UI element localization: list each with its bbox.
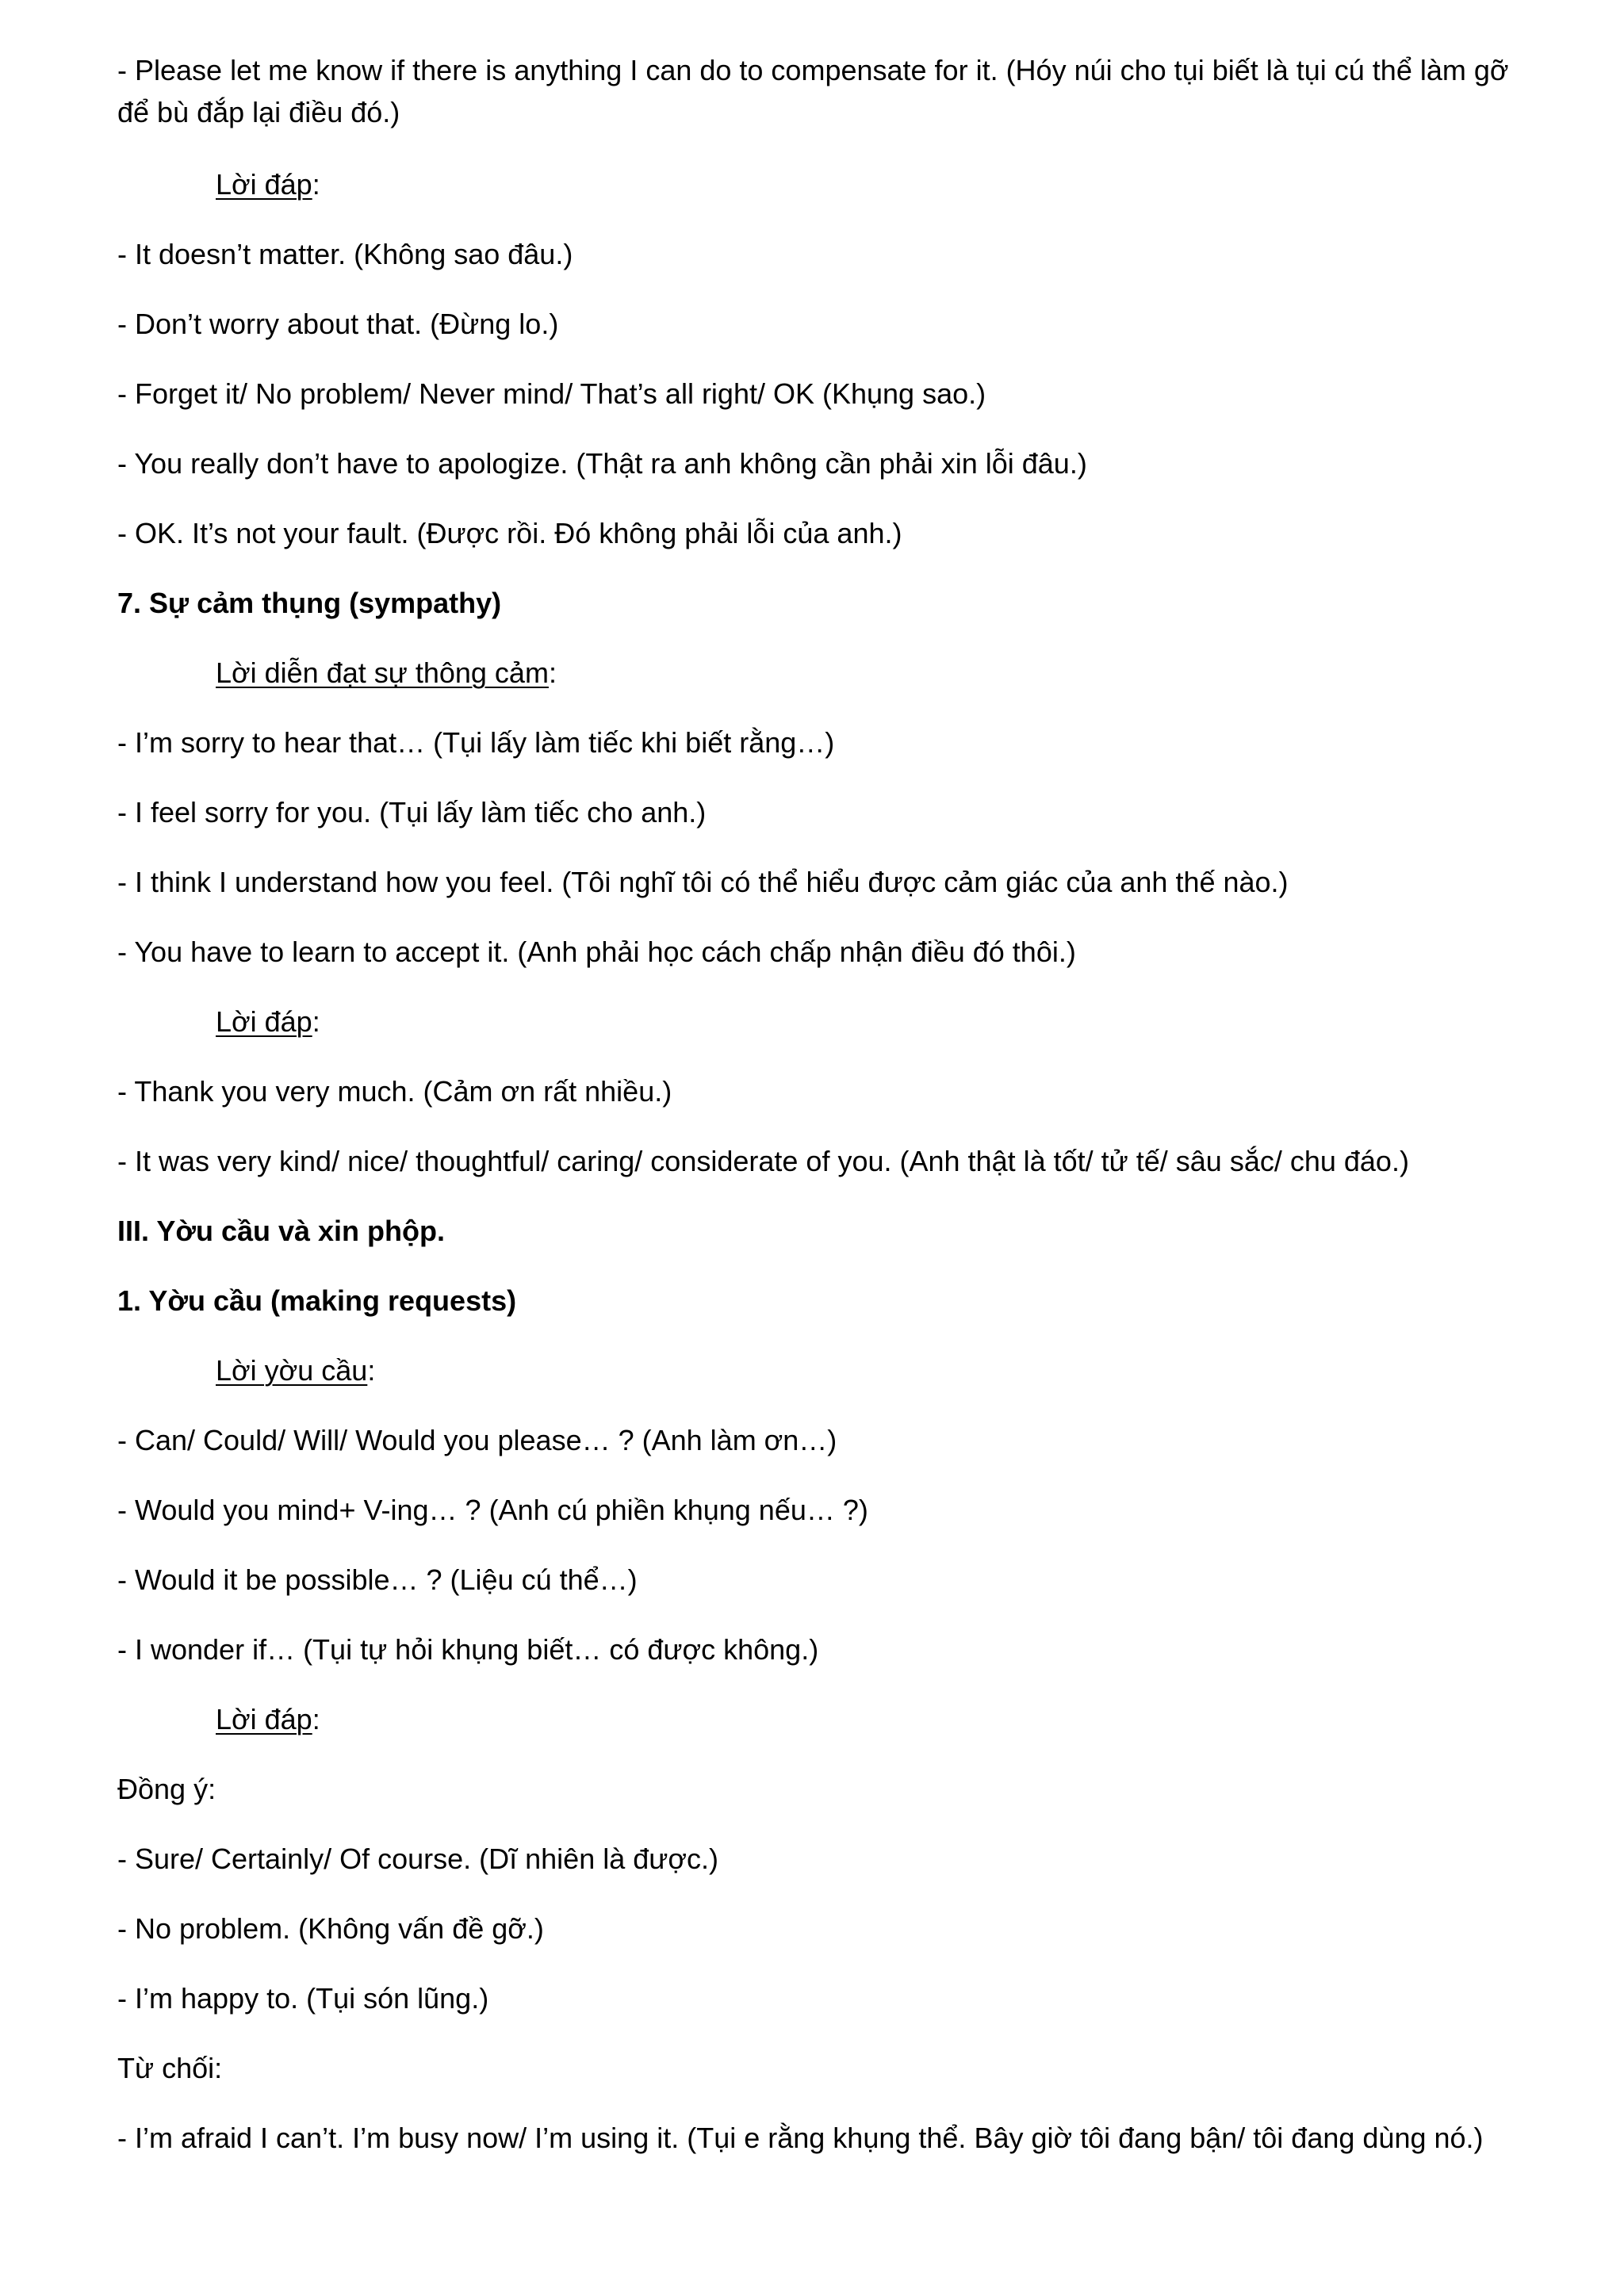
list-item: - I feel sorry for you. (Tụi lấy làm tiếc cho anh.) bbox=[117, 796, 707, 828]
list-item: - You really don’t have to apologize. (Thật ra anh không cần phải xin lỗi đâu.) bbox=[117, 447, 1087, 480]
list-item: - I wonder if… (Tụi tự hỏi khụng biết… có được không.) bbox=[117, 1633, 819, 1666]
section-heading-making-requests: 1. Yờu cầu (making requests) bbox=[117, 1284, 517, 1317]
request-expressions-label: Lời yờu cầu bbox=[216, 1354, 368, 1387]
list-item: - Don’t worry about that. (Đừng lo.) bbox=[117, 308, 559, 340]
section-heading-requests-permission: III. Yờu cầu và xin phộp. bbox=[117, 1215, 446, 1247]
response-heading-colon: : bbox=[312, 1703, 320, 1735]
list-item: - OK. It’s not your fault. (Được rồi. Đó không phải lỗi của anh.) bbox=[117, 517, 902, 549]
request-expressions-colon: : bbox=[367, 1354, 376, 1387]
sympathy-expressions-heading bbox=[216, 652, 1624, 694]
sympathy-expressions-label: Lời diễn đạt sự thông cảm bbox=[216, 656, 549, 689]
refuse-label: Từ chối: bbox=[117, 2052, 223, 2084]
list-item: - It doesn’t matter. (Không sao đâu.) bbox=[117, 238, 573, 270]
response-heading-label: Lời đáp bbox=[216, 168, 312, 201]
response-heading-colon: : bbox=[312, 168, 320, 201]
list-item: - I’m happy to. (Tụi són lũng.) bbox=[117, 1982, 489, 2015]
response-heading-label: Lời đáp bbox=[216, 1703, 312, 1735]
sympathy-expressions-colon: : bbox=[548, 656, 557, 689]
list-item: - Would you mind+ V-ing… ? (Anh cú phiền khụng nếu… ?) bbox=[117, 1494, 868, 1526]
list-item: - I think I understand how you feel. (Tôi nghĩ tôi có thể hiểu được cảm giác của anh thế nào.) bbox=[117, 866, 1289, 898]
paragraph-compensate: - Please let me know if there is anything I can do to compensate for it. (Hóy núi cho tụi biết là tụi cú thể làm gỡ để bù đắp lại điều đó.) bbox=[117, 54, 1509, 128]
agree-label: Đồng ý: bbox=[117, 1773, 216, 1805]
list-item: - I’m afraid I can’t. I’m busy now/ I’m using it. (Tụi e rằng khụng thể. Bây giờ tôi đang bận/ tôi đang dùng nó.) bbox=[117, 2122, 1484, 2154]
response-heading bbox=[216, 1001, 1624, 1043]
list-item: - Would it be possible… ? (Liệu cú thể…) bbox=[117, 1563, 638, 1596]
list-item: - You have to learn to accept it. (Anh phải học cách chấp nhận điều đó thôi.) bbox=[117, 936, 1076, 968]
section-heading-sympathy: 7. Sự cảm thụng (sympathy) bbox=[117, 587, 502, 619]
list-item: - I’m sorry to hear that… (Tụi lấy làm tiếc khi biết rằng…) bbox=[117, 726, 835, 759]
response-heading-colon: : bbox=[312, 1005, 320, 1038]
list-item: - Can/ Could/ Will/ Would you please… ? (Anh làm ơn…) bbox=[117, 1424, 837, 1456]
response-heading bbox=[216, 1698, 1624, 1740]
response-heading-label: Lời đáp bbox=[216, 1005, 312, 1038]
response-heading bbox=[216, 163, 1624, 205]
request-expressions-heading bbox=[216, 1349, 1624, 1391]
list-item: - It was very kind/ nice/ thoughtful/ caring/ considerate of you. (Anh thật là tốt/ tử tế/ sâu sắc/ chu đáo.) bbox=[117, 1145, 1409, 1177]
list-item: - Thank you very much. (Cảm ơn rất nhiều.) bbox=[117, 1075, 672, 1108]
list-item: - No problem. (Không vấn đề gỡ.) bbox=[117, 1912, 544, 1945]
list-item: - Sure/ Certainly/ Of course. (Dĩ nhiên là được.) bbox=[117, 1843, 718, 1875]
list-item: - Forget it/ No problem/ Never mind/ That’s all right/ OK (Khụng sao.) bbox=[117, 377, 986, 410]
